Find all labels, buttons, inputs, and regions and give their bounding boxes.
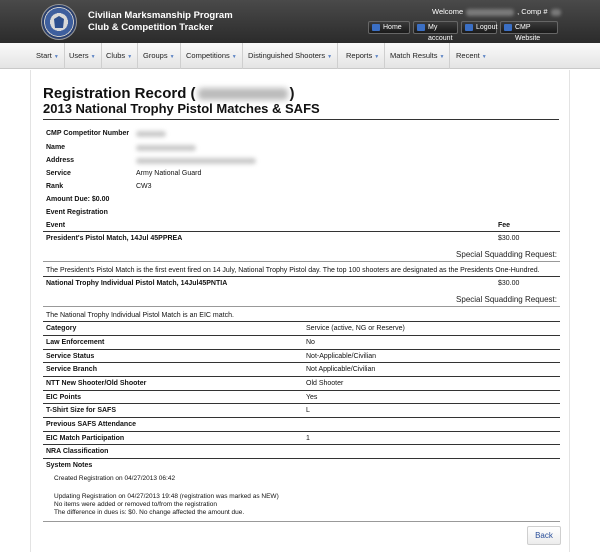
nav-match-results-label: Match Results: [390, 51, 438, 60]
event-divider: [43, 276, 560, 277]
category-divider: [43, 376, 560, 377]
category-divider: [43, 444, 560, 445]
service-branch-value: Not Applicable/Civilian: [306, 366, 376, 373]
logout-icon: [465, 24, 473, 31]
notes-divider: [43, 521, 560, 522]
chevron-down-icon: ▼: [481, 54, 487, 60]
nav-users[interactable]: [64, 43, 102, 69]
chevron-down-icon: ▼: [374, 54, 380, 60]
category-divider: [43, 390, 560, 391]
redacted-address: [136, 158, 256, 164]
category-value: Service (active, NG or Reserve): [306, 325, 405, 332]
event-note: The National Trophy Individual Pistol Match is an EIC match.: [46, 312, 234, 319]
redacted-username: [466, 9, 514, 16]
redacted-competitor-name: [198, 88, 288, 100]
welcome-suffix: , Comp #: [517, 7, 548, 16]
nav-distinguished-shooters-label: Distinguished Shooters: [248, 51, 326, 60]
tshirt-size-label: T-Shirt Size for SAFS: [46, 407, 117, 414]
cmp-website-button[interactable]: [500, 21, 558, 42]
logout-label: Logout: [476, 24, 498, 31]
event-registration-label: Event Registration: [46, 209, 108, 216]
service-branch-label: Service Branch: [46, 366, 97, 373]
nav-groups-label: Groups: [143, 51, 168, 60]
category-divider: [43, 458, 560, 459]
law-enforcement-label: Law Enforcement: [46, 339, 105, 346]
fee-column-header: Fee: [498, 222, 511, 229]
nav-recent-label: Recent: [456, 51, 480, 60]
page-title: [43, 85, 295, 102]
nav-competitions[interactable]: [181, 43, 243, 69]
system-note-created: Created Registration on 04/27/2013 06:42: [54, 475, 176, 482]
nav-reports-label: Reports: [346, 51, 373, 60]
page-subtitle: 2013 National Trophy Pistol Matches & SAFS: [43, 101, 320, 116]
chevron-down-icon: ▼: [439, 54, 445, 60]
home-icon: [372, 24, 380, 31]
my-account-button[interactable]: [413, 21, 458, 42]
category-label: Category: [46, 325, 77, 332]
system-note-items: No items were added or removed to/from the registration: [54, 501, 217, 508]
name-label: Name: [46, 144, 66, 151]
chevron-down-icon: ▼: [53, 54, 59, 60]
event-divider: [43, 321, 560, 322]
main-nav: [0, 43, 600, 69]
event-fee: $30.00: [498, 235, 520, 242]
nav-reports[interactable]: [341, 43, 385, 69]
event-fee: $30.00: [498, 280, 520, 287]
nav-clubs[interactable]: [101, 43, 138, 69]
event-name: National Trophy Individual Pistol Match, 14Jul45PNTIA: [46, 280, 228, 287]
event-divider: [43, 261, 560, 262]
system-note-updated: Updating Registration on 04/27/2013 19:48 (registration was marked as NEW): [54, 493, 279, 500]
law-enforcement-value: No: [306, 339, 315, 346]
service-value: Army National Guard: [136, 170, 202, 177]
rank-value: CW3: [136, 183, 152, 190]
user-icon: [417, 24, 425, 31]
page-title-prefix: Registration Record (: [43, 85, 196, 102]
main-content: [30, 70, 570, 552]
app-header: [0, 0, 600, 43]
system-note-dues: The difference in dues is: $0. No change affected the amount due.: [54, 509, 245, 516]
logout-button[interactable]: [461, 21, 497, 34]
event-note: The President's Pistol Match is the first event fired on 14 July, National Trophy Pistol day. The top 100 shooters are designated as the Presidents One-Hundred.: [46, 267, 540, 274]
nav-start-label: Start: [36, 51, 52, 60]
nav-distinguished-shooters[interactable]: [243, 43, 338, 69]
tshirt-size-value: L: [306, 407, 310, 414]
my-account-label: My account: [428, 24, 453, 42]
app-title-line1: Civilian Marksmanship Program: [88, 10, 233, 21]
event-column-header: Event: [46, 222, 66, 229]
nav-users-label: Users: [69, 51, 89, 60]
service-label: Service: [46, 170, 71, 177]
nav-groups[interactable]: [138, 43, 181, 69]
service-status-value: Not-Applicable/Civilian: [306, 353, 377, 360]
cmp-website-label: CMP Website: [515, 24, 541, 42]
category-divider: [43, 417, 560, 418]
eic-participation-label: EIC Match Participation: [46, 435, 125, 442]
home-label: Home: [383, 24, 402, 31]
category-divider: [43, 335, 560, 336]
app-title: [88, 10, 233, 34]
category-divider: [43, 349, 560, 350]
chevron-down-icon: ▼: [327, 54, 333, 60]
globe-icon: [504, 24, 512, 31]
rank-label: Rank: [46, 183, 64, 190]
nav-recent[interactable]: [451, 43, 492, 69]
welcome-text: [432, 7, 564, 16]
ntt-shooter-value: Old Shooter: [306, 380, 344, 387]
chevron-down-icon: ▼: [231, 54, 237, 60]
chevron-down-icon: ▼: [169, 54, 175, 60]
address-label: Address: [46, 157, 75, 164]
category-divider: [43, 362, 560, 363]
cmp-seal-logo[interactable]: [41, 4, 77, 40]
redacted-competitor-number: [136, 131, 166, 137]
event-divider: [43, 306, 560, 307]
ntt-shooter-label: NTT New Shooter/Old Shooter: [46, 380, 147, 387]
back-button[interactable]: Back: [527, 526, 561, 545]
event-name: President's Pistol Match, 14Jul 45PPREA: [46, 235, 183, 242]
competitor-number-label: CMP Competitor Number: [46, 130, 130, 137]
events-header-divider: [43, 231, 560, 232]
app-title-line2: Club & Competition Tracker: [88, 22, 214, 33]
nav-start[interactable]: [31, 43, 65, 69]
eic-points-value: Yes: [306, 394, 318, 401]
nav-clubs-label: Clubs: [106, 51, 126, 60]
redacted-comp-number: [551, 9, 561, 16]
eic-participation-value: 1: [306, 435, 310, 442]
title-divider: [43, 119, 559, 120]
category-divider: [43, 403, 560, 404]
chevron-down-icon: ▼: [90, 54, 96, 60]
eic-points-label: EIC Points: [46, 394, 82, 401]
amount-due-label: Amount Due: $0.00: [46, 196, 110, 203]
squadding-request-label: Special Squadding Request:: [456, 295, 557, 304]
page-title-suffix: ): [289, 85, 295, 102]
squadding-request-label: Special Squadding Request:: [456, 250, 557, 259]
nav-match-results[interactable]: [385, 43, 450, 69]
service-status-label: Service Status: [46, 353, 95, 360]
nra-classification-label: NRA Classification: [46, 448, 109, 455]
system-notes-label: System Notes: [46, 462, 93, 469]
redacted-name: [136, 145, 196, 151]
category-divider: [43, 431, 560, 432]
home-button[interactable]: [368, 21, 410, 34]
previous-safs-label: Previous SAFS Attendance: [46, 421, 136, 428]
chevron-down-icon: ▼: [127, 54, 133, 60]
welcome-prefix: Welcome: [432, 7, 464, 16]
nav-competitions-label: Competitions: [186, 51, 230, 60]
